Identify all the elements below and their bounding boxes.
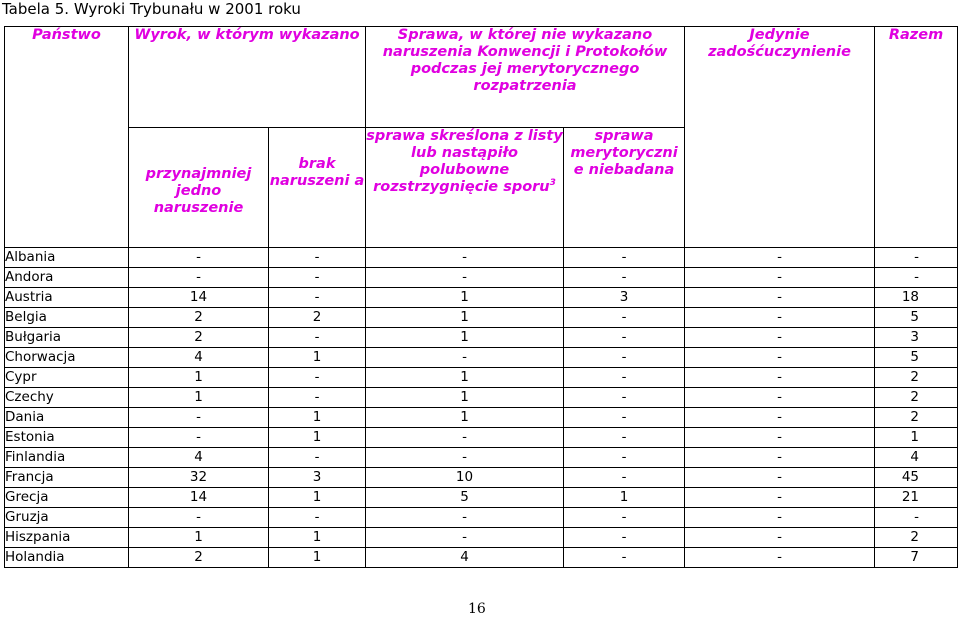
- value-cell: -: [269, 508, 366, 528]
- header-country: Państwo: [5, 27, 129, 248]
- value-cell: 4: [366, 548, 564, 568]
- value-cell: -: [129, 268, 269, 288]
- value-cell: -: [875, 508, 958, 528]
- country-cell: Hiszpania: [5, 528, 129, 548]
- country-cell: Bułgaria: [5, 328, 129, 348]
- value-cell: -: [269, 328, 366, 348]
- country-cell: Austria: [5, 288, 129, 308]
- value-cell: -: [269, 268, 366, 288]
- value-cell: 1: [269, 348, 366, 368]
- value-cell: -: [685, 368, 875, 388]
- header-total: Razem: [875, 27, 958, 248]
- value-cell: 1: [366, 328, 564, 348]
- value-cell: 2: [129, 548, 269, 568]
- header-no-violation: brak naruszeni a: [269, 128, 366, 248]
- value-cell: 32: [129, 468, 269, 488]
- value-cell: 1: [564, 488, 685, 508]
- table-row: [5, 388, 958, 408]
- value-cell: 2: [875, 528, 958, 548]
- table-header: [5, 27, 958, 248]
- country-cell: Belgia: [5, 308, 129, 328]
- value-cell: 3: [269, 468, 366, 488]
- value-cell: -: [269, 368, 366, 388]
- country-cell: Gruzja: [5, 508, 129, 528]
- value-cell: 4: [129, 448, 269, 468]
- value-cell: 1: [269, 408, 366, 428]
- value-cell: -: [564, 348, 685, 368]
- value-cell: -: [129, 248, 269, 268]
- table-row: [5, 548, 958, 568]
- value-cell: -: [685, 288, 875, 308]
- table-row: [5, 368, 958, 388]
- value-cell: -: [269, 288, 366, 308]
- header-at-least-one-violation: przynajmniej jedno naruszenie: [129, 128, 269, 248]
- value-cell: 1: [269, 428, 366, 448]
- value-cell: -: [564, 328, 685, 348]
- value-cell: -: [685, 408, 875, 428]
- value-cell: 1: [875, 428, 958, 448]
- value-cell: 5: [366, 488, 564, 508]
- value-cell: 1: [366, 288, 564, 308]
- value-cell: -: [129, 428, 269, 448]
- value-cell: 14: [129, 488, 269, 508]
- value-cell: -: [129, 408, 269, 428]
- value-cell: -: [685, 248, 875, 268]
- page-number: 16: [468, 601, 486, 617]
- value-cell: -: [269, 248, 366, 268]
- value-cell: 2: [129, 308, 269, 328]
- table-row: [5, 348, 958, 368]
- value-cell: 1: [129, 368, 269, 388]
- country-cell: Estonia: [5, 428, 129, 448]
- value-cell: -: [564, 368, 685, 388]
- value-cell: 2: [875, 368, 958, 388]
- value-cell: -: [366, 248, 564, 268]
- value-cell: -: [685, 308, 875, 328]
- value-cell: 2: [269, 308, 366, 328]
- table-row: [5, 248, 958, 268]
- footnote-marker: 3: [549, 178, 556, 189]
- country-cell: Albania: [5, 248, 129, 268]
- value-cell: 3: [875, 328, 958, 348]
- header-just-satisfaction: Jedynie zadośćuczynienie: [685, 27, 875, 248]
- value-cell: 1: [366, 408, 564, 428]
- value-cell: 1: [366, 368, 564, 388]
- table-row: [5, 328, 958, 348]
- value-cell: -: [269, 448, 366, 468]
- value-cell: -: [366, 508, 564, 528]
- value-cell: -: [564, 508, 685, 528]
- value-cell: 5: [875, 308, 958, 328]
- table-caption: Tabela 5. Wyroki Trybunału w 2001 roku: [2, 0, 301, 18]
- value-cell: -: [366, 448, 564, 468]
- value-cell: -: [564, 528, 685, 548]
- value-cell: -: [685, 428, 875, 448]
- value-cell: -: [366, 348, 564, 368]
- table-row: [5, 268, 958, 288]
- value-cell: -: [564, 388, 685, 408]
- table-row: [5, 448, 958, 468]
- value-cell: -: [875, 248, 958, 268]
- header-not-examined: sprawa merytoryczni e niebadana: [564, 128, 685, 248]
- table-row: [5, 288, 958, 308]
- value-cell: 5: [875, 348, 958, 368]
- value-cell: -: [564, 448, 685, 468]
- value-cell: 10: [366, 468, 564, 488]
- value-cell: 1: [269, 488, 366, 508]
- table-row: [5, 428, 958, 448]
- value-cell: -: [366, 528, 564, 548]
- country-cell: Holandia: [5, 548, 129, 568]
- value-cell: -: [564, 468, 685, 488]
- value-cell: 1: [366, 388, 564, 408]
- value-cell: -: [685, 388, 875, 408]
- country-cell: Cypr: [5, 368, 129, 388]
- value-cell: -: [685, 508, 875, 528]
- value-cell: -: [875, 268, 958, 288]
- country-cell: Andora: [5, 268, 129, 288]
- value-cell: -: [269, 388, 366, 408]
- value-cell: 45: [875, 468, 958, 488]
- value-cell: -: [564, 308, 685, 328]
- value-cell: -: [685, 328, 875, 348]
- table-row: [5, 468, 958, 488]
- country-cell: Francja: [5, 468, 129, 488]
- value-cell: -: [685, 448, 875, 468]
- table-row: [5, 308, 958, 328]
- header-no-violation-case: Sprawa, w której nie wykazano naruszenia Konwencji i Protokołów podczas jej merytorycznego rozpatrzenia: [366, 27, 685, 128]
- value-cell: 3: [564, 288, 685, 308]
- header-struck-out-line1: sprawa skreślona z listy: [366, 128, 563, 144]
- value-cell: 2: [875, 388, 958, 408]
- value-cell: -: [564, 248, 685, 268]
- value-cell: 2: [129, 328, 269, 348]
- country-cell: Chorwacja: [5, 348, 129, 368]
- value-cell: 18: [875, 288, 958, 308]
- value-cell: 21: [875, 488, 958, 508]
- table-body: [5, 248, 958, 568]
- value-cell: -: [685, 348, 875, 368]
- header-struck-out: [366, 128, 564, 248]
- value-cell: -: [564, 548, 685, 568]
- value-cell: -: [685, 548, 875, 568]
- header-violation-found: Wyrok, w którym wykazano: [129, 27, 366, 128]
- country-cell: Grecja: [5, 488, 129, 508]
- value-cell: 1: [366, 308, 564, 328]
- value-cell: 1: [269, 528, 366, 548]
- value-cell: 7: [875, 548, 958, 568]
- value-cell: -: [685, 468, 875, 488]
- value-cell: 14: [129, 288, 269, 308]
- table-row: [5, 528, 958, 548]
- value-cell: -: [366, 268, 564, 288]
- country-cell: Czechy: [5, 388, 129, 408]
- value-cell: -: [685, 528, 875, 548]
- value-cell: -: [564, 408, 685, 428]
- value-cell: -: [685, 488, 875, 508]
- country-cell: Dania: [5, 408, 129, 428]
- table-row: [5, 508, 958, 528]
- value-cell: 1: [129, 528, 269, 548]
- value-cell: -: [564, 428, 685, 448]
- value-cell: 2: [875, 408, 958, 428]
- value-cell: 1: [269, 548, 366, 568]
- value-cell: 1: [129, 388, 269, 408]
- value-cell: -: [685, 268, 875, 288]
- header-struck-out-line2: lub nastąpiło polubowne rozstrzygnięcie sporu: [373, 145, 550, 195]
- value-cell: 4: [129, 348, 269, 368]
- table-row: [5, 408, 958, 428]
- table-row: [5, 488, 958, 508]
- value-cell: -: [564, 268, 685, 288]
- value-cell: -: [129, 508, 269, 528]
- value-cell: 4: [875, 448, 958, 468]
- value-cell: -: [366, 428, 564, 448]
- judgments-table: [4, 26, 958, 568]
- country-cell: Finlandia: [5, 448, 129, 468]
